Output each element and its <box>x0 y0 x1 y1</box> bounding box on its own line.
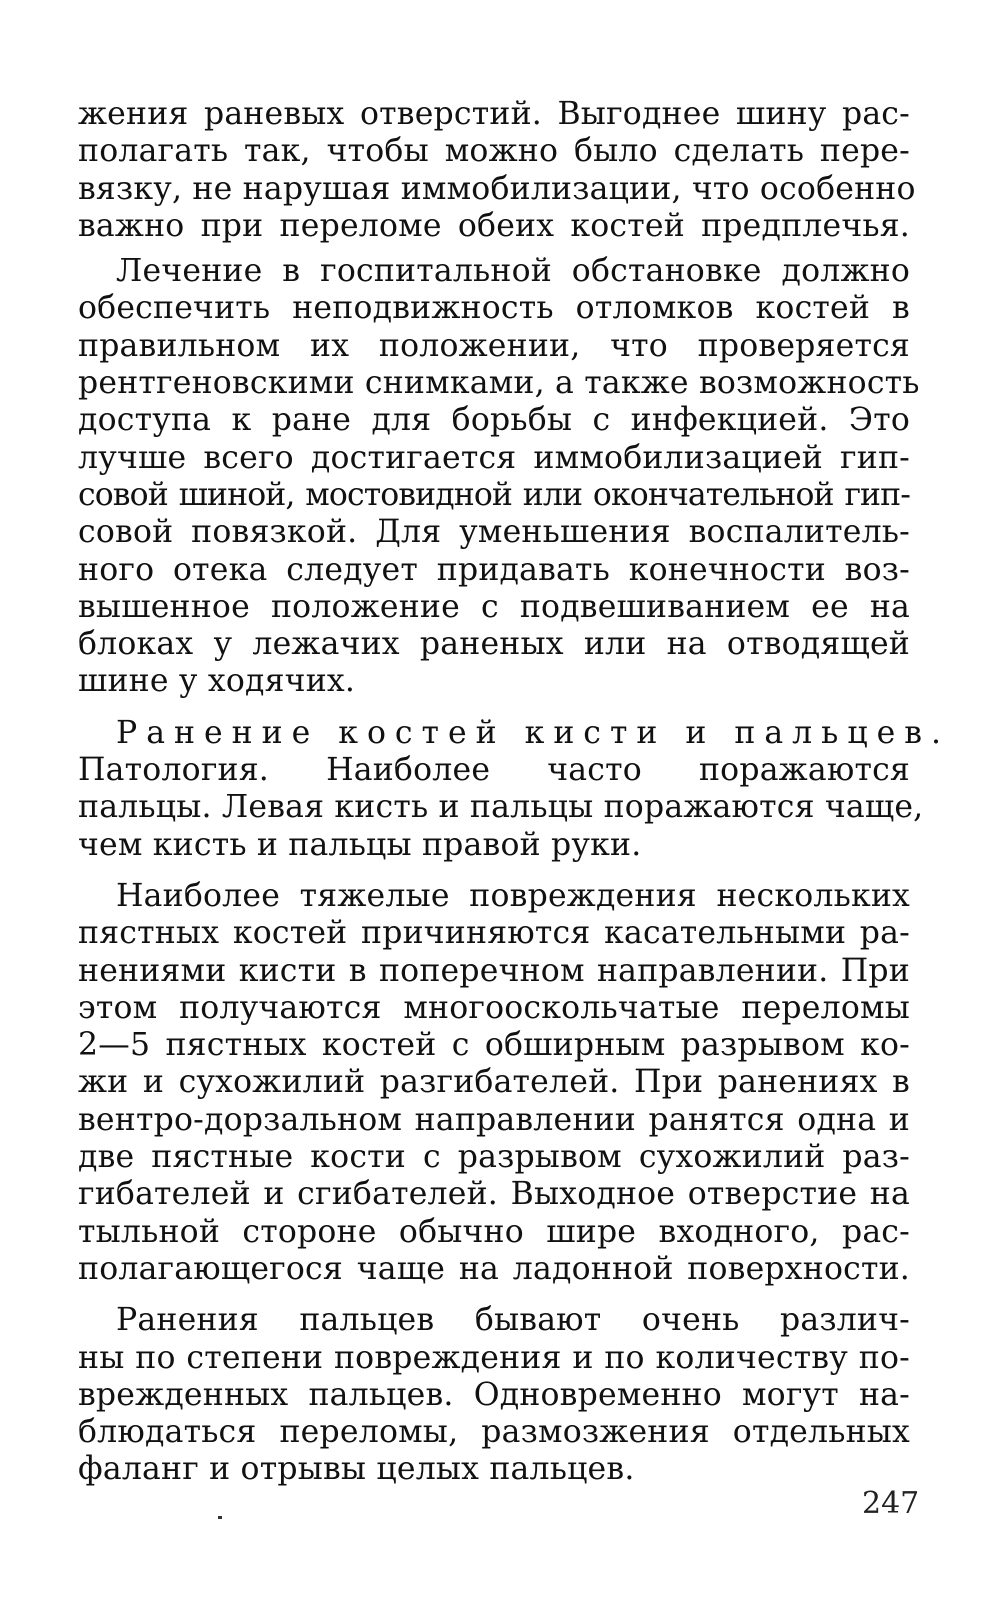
paragraph-3-heading <box>78 714 950 864</box>
text-line: лучше всего достигается иммобилизацией гип- <box>78 439 910 476</box>
text-line: врежденных пальцев. Одновременно могут на- <box>78 1376 910 1413</box>
text-line: жения раневых отверстий. Выгоднее шину рас- <box>78 96 910 132</box>
text-line: две пястные кости с разрывом сухожилий раз- <box>78 1139 910 1176</box>
text-line: вязку, не нарушая иммобилизации, что особенно <box>78 170 916 207</box>
text-line: вышенное положение с подвешиванием ее на <box>78 588 910 625</box>
text-line: обеспечить неподвижность отломков костей в <box>78 290 910 327</box>
text-line: вентро-дорзальном направлении ранятся одна и <box>78 1101 910 1138</box>
text-line: совой повязкой. Для уменьшения воспалитель- <box>78 514 910 551</box>
text-line: рентгеновскими снимками, а также возможность <box>78 365 920 402</box>
text-line: тыльной стороне обычно шире входного, рас- <box>78 1213 910 1250</box>
main-text <box>78 96 950 1503</box>
text-line: Наиболее тяжелые повреждения нескольких <box>116 877 910 914</box>
text-line: этом получаются многооскольчатые переломы <box>78 989 910 1026</box>
subsection-heading: Патология. Наиболее часто поражаются <box>78 752 910 789</box>
text-line: фаланг и отрывы целых пальцев. <box>78 1451 635 1488</box>
text-line: ны по степени повреждения и по количеству по- <box>78 1339 910 1376</box>
text-line: пальцы. Левая кисть и пальцы поражаются чаще, <box>78 789 924 826</box>
text-line: правильном их положении, что проверяется <box>78 327 910 364</box>
paragraph-5 <box>78 1302 910 1488</box>
text-line: нениями кисти в поперечном направлении. При <box>78 952 910 989</box>
paragraph-4 <box>78 878 910 1288</box>
print-speck <box>218 1516 222 1519</box>
text-line: полагающегося чаще на ладонной поверхности. <box>78 1250 910 1287</box>
text-line: полагать так, чтобы можно было сделать пере- <box>78 133 910 170</box>
section-heading: Ранение костей кисти и пальцев. <box>116 714 950 751</box>
paragraph-2 <box>78 253 920 701</box>
text-line: доступа к ране для борьбы с инфекцией. Это <box>78 402 910 439</box>
text-line: блоках у лежачих раненых или на отводящей <box>78 626 910 663</box>
text-line: важно при переломе обеих костей предплечья. <box>78 207 910 244</box>
text-line: пястных костей причиняются касательными ра- <box>78 915 910 952</box>
text-line: чем кисть и пальцы правой руки. <box>78 826 642 863</box>
paragraph-1 <box>78 96 916 245</box>
text-line: шине у ходячих. <box>78 663 356 700</box>
text-line: ного отека следует придавать конечности воз- <box>78 551 910 588</box>
page-number: 247 <box>862 1486 920 1521</box>
text-line: жи и сухожилий разгибателей. При ранениях в <box>78 1064 910 1101</box>
text-line: блюдаться переломы, размозжения отдельных <box>78 1414 910 1451</box>
text-line: совой шиной, мостовидной или окончательной гип- <box>78 476 910 513</box>
text-line: гибателей и сгибателей. Выходное отверстие на <box>78 1176 910 1213</box>
text-line: Лечение в госпитальной обстановке должно <box>116 253 910 290</box>
text-line: 2—5 пястных костей с обширным разрывом ко- <box>78 1027 910 1064</box>
text-line: Ранения пальцев бывают очень различ- <box>116 1302 910 1339</box>
